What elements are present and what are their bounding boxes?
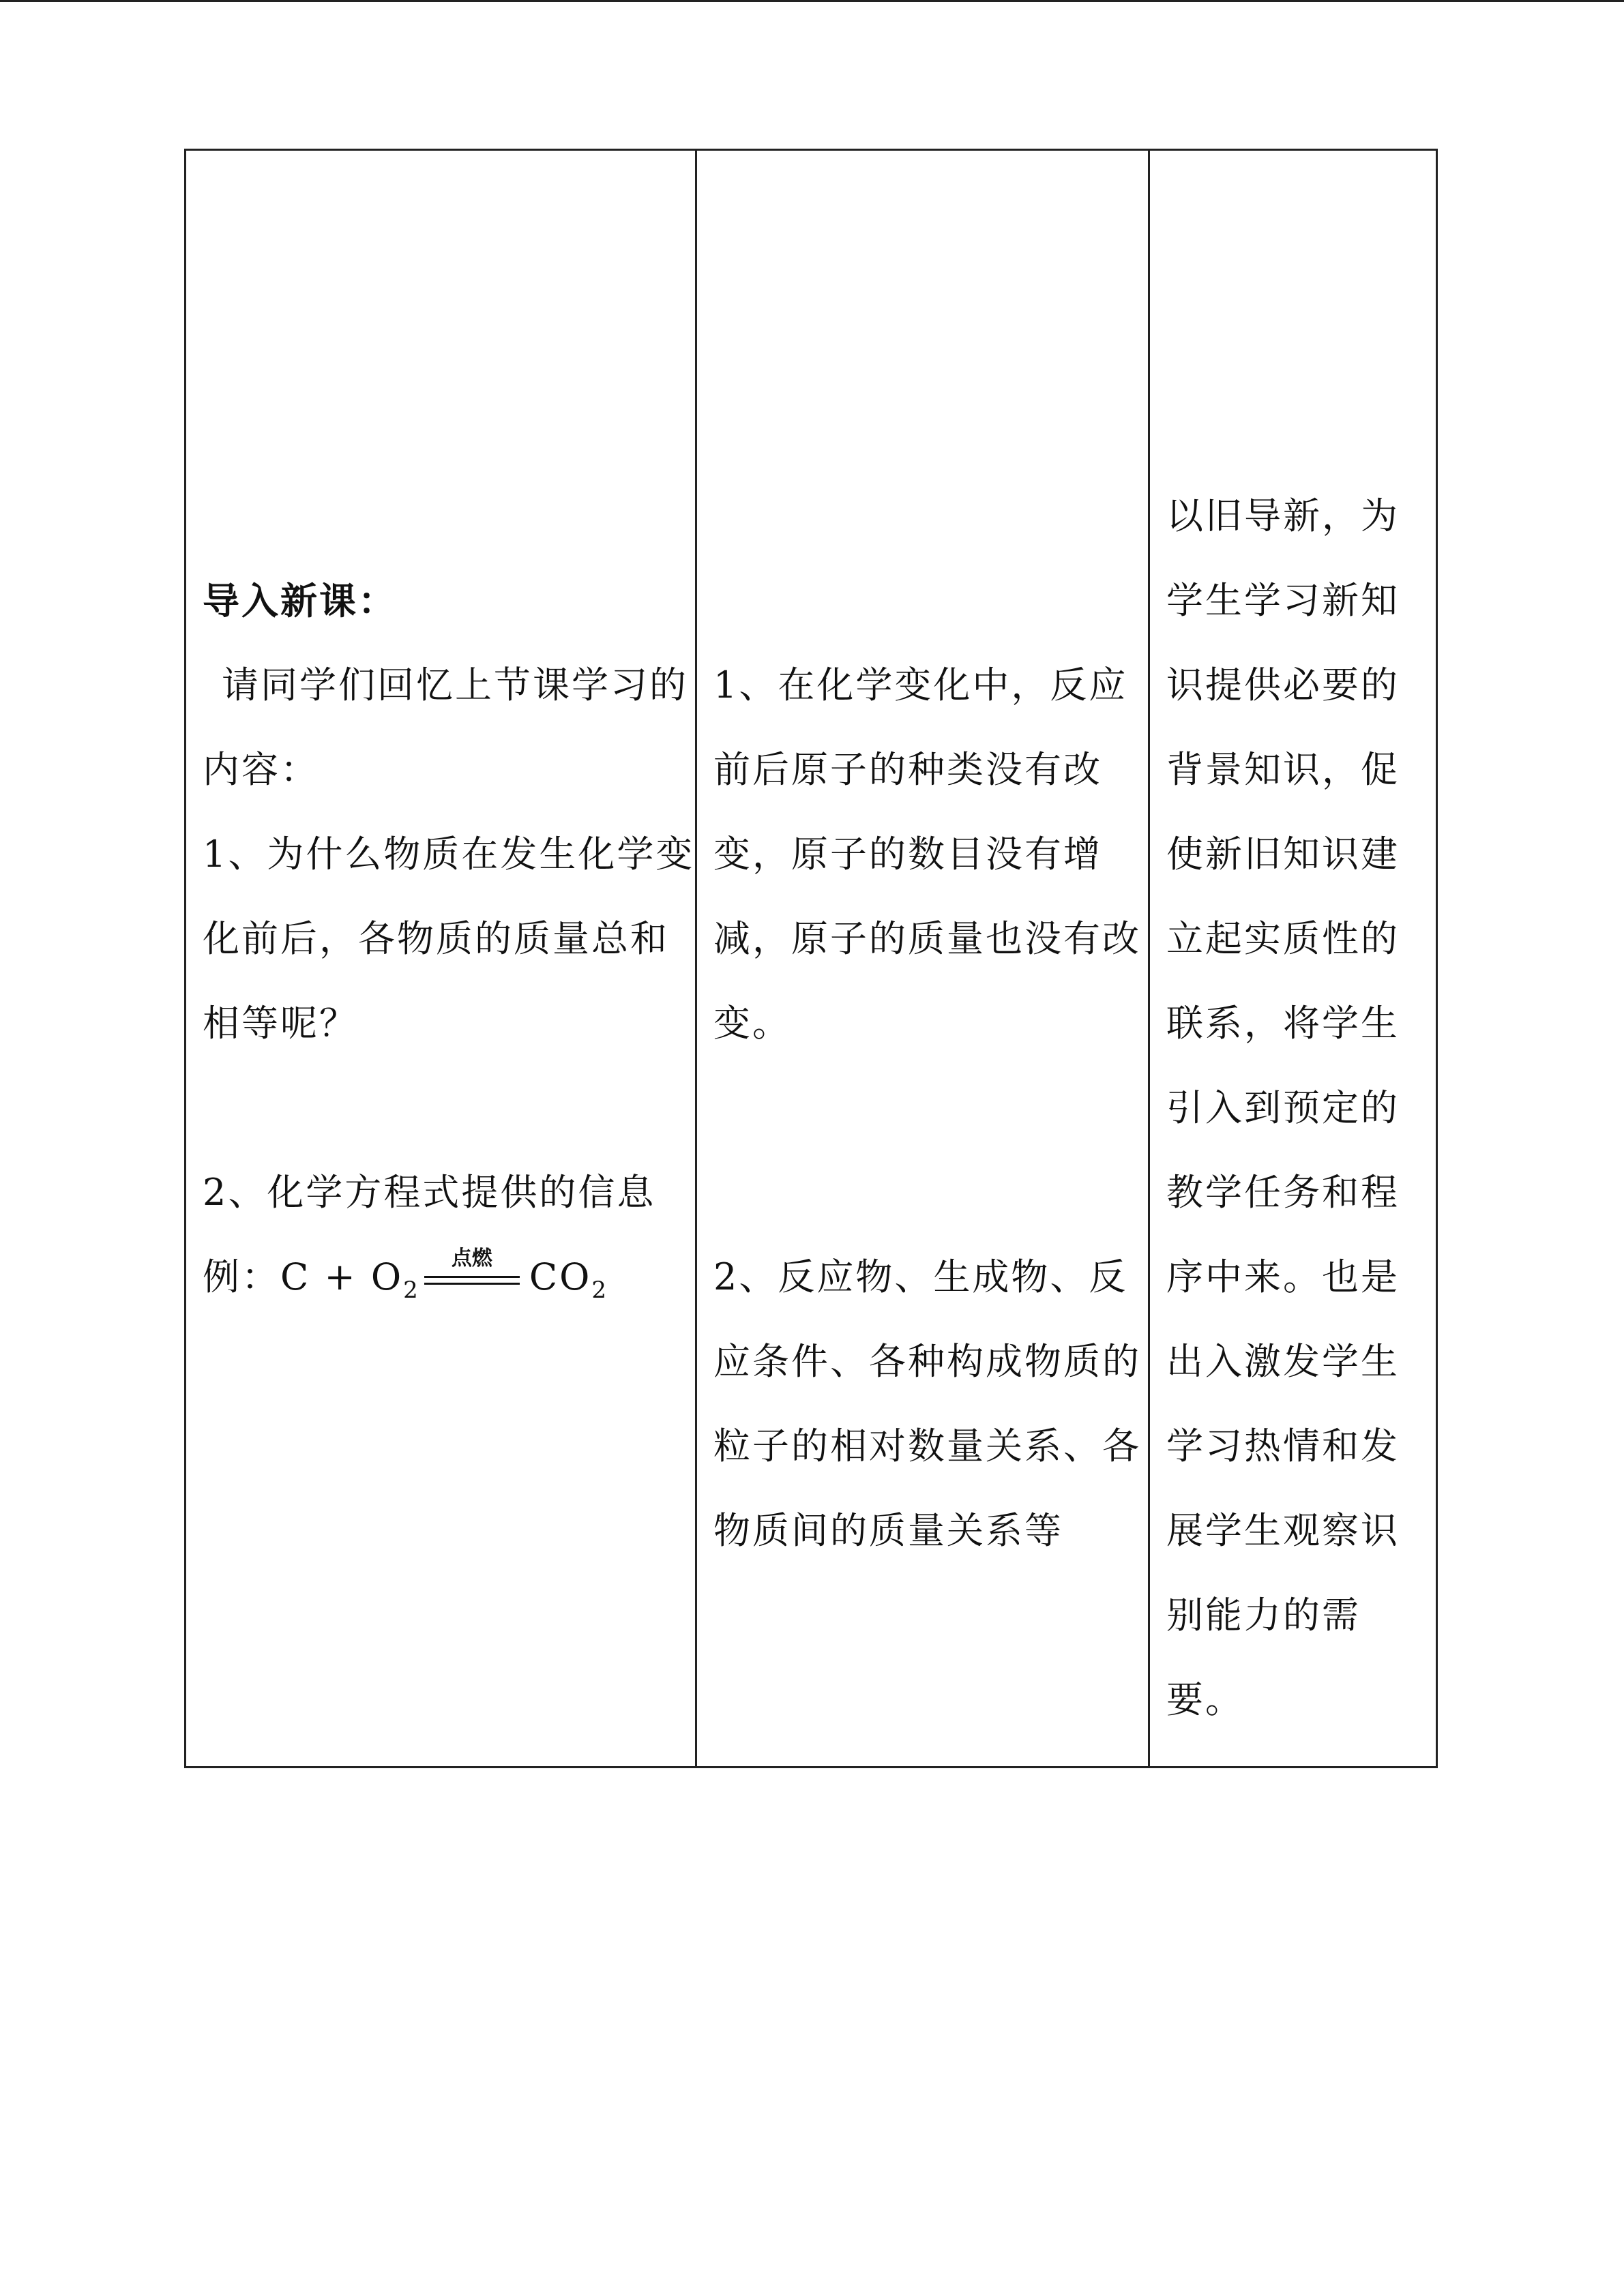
question-1-line: 1、为什么物质在发生化学变 — [203, 833, 695, 876]
answer-2-line: 应条件、各种构成物质的 — [713, 1340, 1141, 1383]
answer-2-text — [713, 1235, 1141, 1573]
student-activity-cell — [697, 151, 1150, 1766]
answer-2-line: 2、反应物、生成物、反 — [713, 1255, 1128, 1298]
page-top-rule — [0, 0, 1624, 2]
design-intent-cell — [1150, 151, 1436, 1766]
answer-1-line: 变，原子的数目没有增 — [713, 833, 1102, 876]
answer-2-line: 粒子的相对数量关系、各 — [713, 1425, 1141, 1467]
answer-1-line: 减，原子的质量也没有改 — [713, 917, 1141, 960]
teacher-activity-text — [203, 558, 694, 1320]
question-1-line: 相等呢？ — [203, 1002, 358, 1045]
reaction-condition: 点燃 — [451, 1247, 492, 1270]
intent-line: 要。 — [1166, 1678, 1244, 1721]
intent-line: 出入激发学生 — [1166, 1340, 1400, 1383]
question-2-line: 2、化学方程式提供的信息 — [203, 1171, 656, 1214]
intent-line: 使新旧知识建 — [1166, 833, 1400, 876]
intent-line: 识提供必要的 — [1166, 664, 1400, 706]
equals-bar-top — [424, 1276, 520, 1278]
intent-line: 教学任务和程 — [1166, 1171, 1400, 1214]
question-1-line: 化前后，各物质的质量总和 — [203, 917, 669, 960]
o2-subscript: 2 — [403, 1276, 420, 1304]
intent-line: 联系，将学生 — [1166, 1002, 1400, 1045]
co2-subscript: 2 — [591, 1276, 609, 1304]
answer-1-text — [713, 643, 1141, 1066]
prompt-line: 请同学们回忆上节课学习的 — [222, 664, 688, 706]
answer-1-line: 变。 — [713, 1002, 791, 1045]
intent-line: 以旧导新，为 — [1166, 494, 1400, 537]
section-heading: 导入新课： — [203, 579, 397, 623]
prompt-line: 内容： — [203, 748, 319, 791]
equation-reactants: 例：C + O — [203, 1255, 404, 1298]
equals-bar-bottom — [424, 1283, 520, 1285]
chemical-equation — [203, 1235, 694, 1320]
design-intent-text — [1166, 474, 1400, 1742]
intent-line: 学生学习新知 — [1166, 579, 1400, 622]
answer-1-line: 前后原子的种类没有改 — [713, 748, 1102, 791]
equation-product: CO — [529, 1255, 592, 1298]
lesson-table — [184, 149, 1438, 1768]
answer-2-line: 物质间的质量关系等 — [713, 1509, 1063, 1552]
intent-line: 展学生观察识 — [1166, 1509, 1400, 1552]
intent-line: 引入到预定的 — [1166, 1086, 1400, 1129]
reaction-condition-sign — [424, 1247, 520, 1300]
intent-line: 别能力的需 — [1166, 1594, 1361, 1637]
answer-1-line: 1、在化学变化中，反应 — [713, 664, 1128, 706]
intent-line: 立起实质性的 — [1166, 917, 1400, 960]
intent-line: 学习热情和发 — [1166, 1425, 1400, 1467]
intent-line: 序中来。也是 — [1166, 1255, 1400, 1298]
blank-line — [203, 1066, 694, 1150]
teacher-activity-cell — [186, 151, 697, 1766]
intent-line: 背景知识，促 — [1166, 748, 1400, 791]
